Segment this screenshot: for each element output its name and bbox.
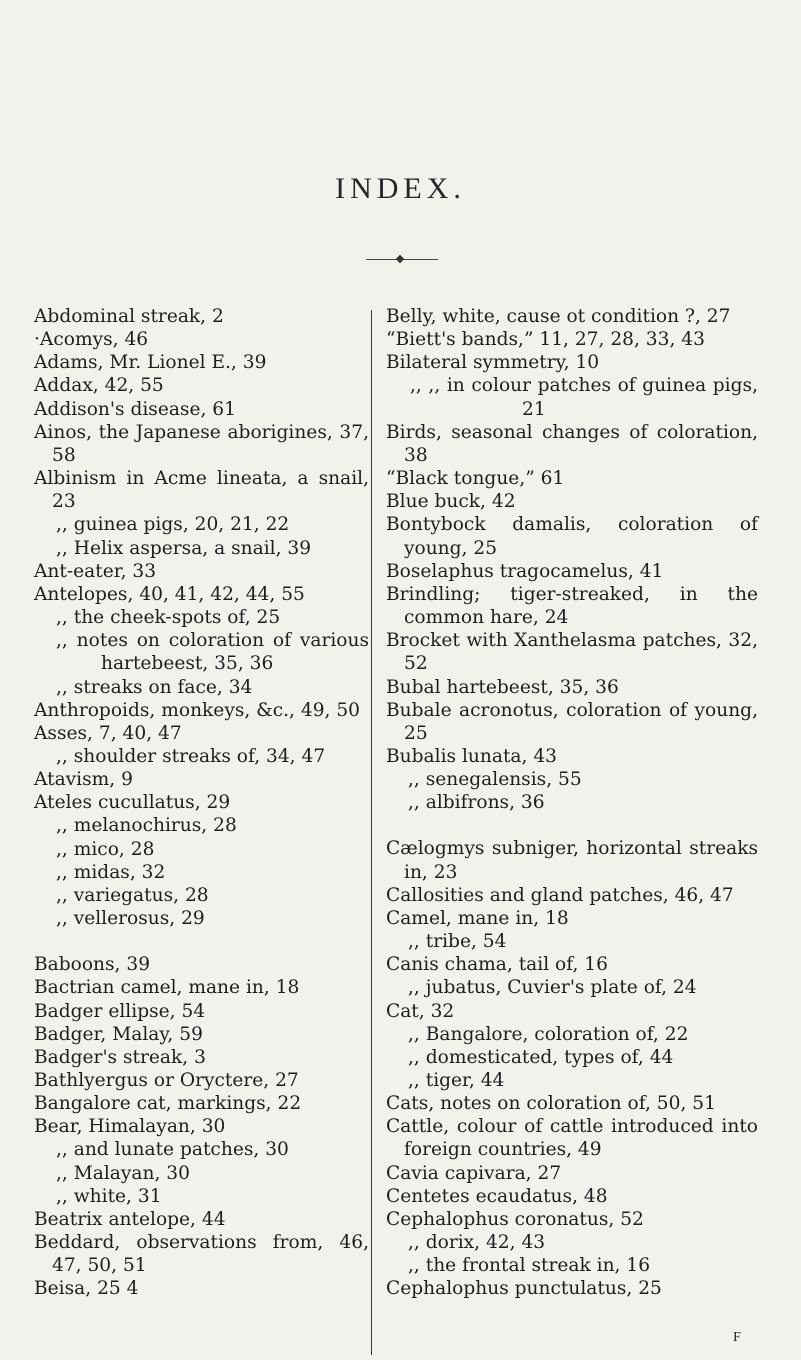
signature-mark: F [733,1330,741,1345]
index-entry: Adams, Mr. Lionel E., 39 [34,352,267,374]
index-entry: ,, vellerosus, 29 [56,908,205,930]
index-entry: Bear, Himalayan, 30 [34,1116,226,1138]
index-entry: ,, and lunate patches, 30 [56,1139,289,1161]
index-entry: Anthropoids, monkeys, &c., 49, 50 [34,699,361,721]
index-entry: ,, Helix aspersa, a snail, 39 [56,537,312,559]
index-entry: Camel, mane in, 18 [386,907,569,929]
index-entry: ,, guinea pigs, 20, 21, 22 [56,514,290,536]
index-entry: Ateles cucullatus, 29 [34,792,231,814]
index-entry: Beisa, 25 4 [34,1278,139,1300]
index-entry: ·Acomys, 46 [34,329,149,351]
index-entry: Abdominal streak, 2 [34,306,224,327]
index-entry: ,, senegalensis, 55 [408,769,582,791]
index-entry: Bubale acronotus, coloration of young, 25 [386,699,758,744]
index-entry: Beatrix antelope, 44 [34,1208,226,1230]
index-entry: Bangalore cat, markings, 22 [34,1093,302,1115]
index-entry: ,, shoulder streaks of, 34, 47 [56,745,326,767]
index-entry: ,, the frontal streak in, 16 [408,1255,651,1277]
index-entry: ,, tiger, 44 [408,1070,505,1091]
index-entry: ,, Malayan, 30 [56,1162,190,1184]
index-entry: Centetes ecaudatus, 48 [386,1185,608,1207]
index-entry: Asses, 7, 40, 47 [34,722,182,744]
index-entry: Addison's disease, 61 [34,398,236,420]
index-entry: Bathlyergus or Oryctere, 27 [34,1070,299,1091]
index-entry: ,, melanochirus, 28 [56,815,237,837]
column-divider [371,310,372,1355]
index-entry: “Biett's bands,” 11, 27, 28, 33, 43 [386,329,705,351]
index-entry: ,, domesticated, types of, 44 [408,1046,674,1068]
index-entry: ,, albifrons, 36 [408,792,545,814]
index-entry: Bilateral symmetry, 10 [386,352,600,374]
index-entry: ,, midas, 32 [56,861,166,883]
index-entry: Cats, notes on coloration of, 50, 51 [386,1093,716,1115]
index-entry: ,, streaks on face, 34 [56,676,253,698]
index-column-right [386,305,758,1301]
section-gap [34,930,369,953]
index-entry: Addax, 42, 55 [34,375,164,397]
index-entry: ,, white, 31 [56,1185,162,1207]
index-entry: ,, dorix, 42, 43 [408,1232,546,1254]
index-entry: Atavism, 9 [34,769,133,791]
index-entry: Ant-eater, 33 [34,560,157,582]
index-entry: Albinism in Acme lineata, a snail, 23 [34,468,369,513]
index-entry: ,, tribe, 54 [408,931,507,953]
index-entry: Cephalophus punctulatus, 25 [386,1278,662,1300]
index-entry: Boselaphus tragocamelus, 41 [386,560,664,582]
index-entry: Beddard, observations from, 46, 47, 50, 51 [34,1232,369,1277]
index-entry: ,, mico, 28 [56,838,155,860]
index-entry: Brocket with Xanthelasma patches, 32, 52 [386,630,758,675]
index-entry: Baboons, 39 [34,954,151,976]
index-entry: ,, Bangalore, coloration of, 22 [408,1023,689,1045]
page-title: INDEX. [335,172,466,205]
index-entry: ,, the cheek-spots of, 25 [56,607,281,629]
index-entry: Bubal hartebeest, 35, 36 [386,676,619,698]
index-entry: Cavia capivara, 27 [386,1162,562,1184]
diamond-icon [396,255,404,263]
index-entry: ,, variegatus, 28 [56,884,209,906]
index-entry: Callosities and gland patches, 46, 47 [386,884,734,906]
index-entry: Badger ellipse, 54 [34,1000,206,1022]
index-column-left [34,305,369,1301]
section-gap [386,814,758,837]
index-entry: Canis chama, tail of, 16 [386,954,608,976]
index-entry: Cælogmys subniger, horizontal streaks in, 23 [386,838,758,883]
index-entry: Cephalophus coronatus, 52 [386,1208,644,1230]
index-entry: Belly, white, cause ot condition ?, 27 [386,306,731,327]
index-entry: Badger's streak, 3 [34,1046,206,1068]
index-entry: Badger, Malay, 59 [34,1023,203,1045]
index-entry: Birds, seasonal changes of coloration, 38 [386,421,758,466]
index-entry: Cat, 32 [386,1000,455,1022]
index-entry: Brindling; tiger-streaked, in the common hare, 24 [386,583,758,629]
index-entry: ,, jubatus, Cuvier's plate of, 24 [408,977,697,999]
index-entry: Blue buck, 42 [386,491,516,513]
index-entry: Cattle, colour of cattle introduced into foreign countries, 49 [386,1116,758,1161]
index-entry: Ainos, the Japanese aborigines, 37, 58 [34,421,369,466]
index-entry: ,, ,, in colour patches of guinea pigs, 21 [410,375,758,420]
index-entry: Bubalis lunata, 43 [386,745,557,767]
index-entry: Bactrian camel, mane in, 18 [34,977,300,999]
index-entry: Bontybock damalis, coloration of young, 25 [386,514,758,559]
index-entry: “Black tongue,” 61 [386,468,565,490]
index-entry: Antelopes, 40, 41, 42, 44, 55 [34,583,305,605]
index-entry: ,, notes on coloration of various hartebeest, 35, 36 [56,630,369,675]
title-ornament [366,256,438,264]
